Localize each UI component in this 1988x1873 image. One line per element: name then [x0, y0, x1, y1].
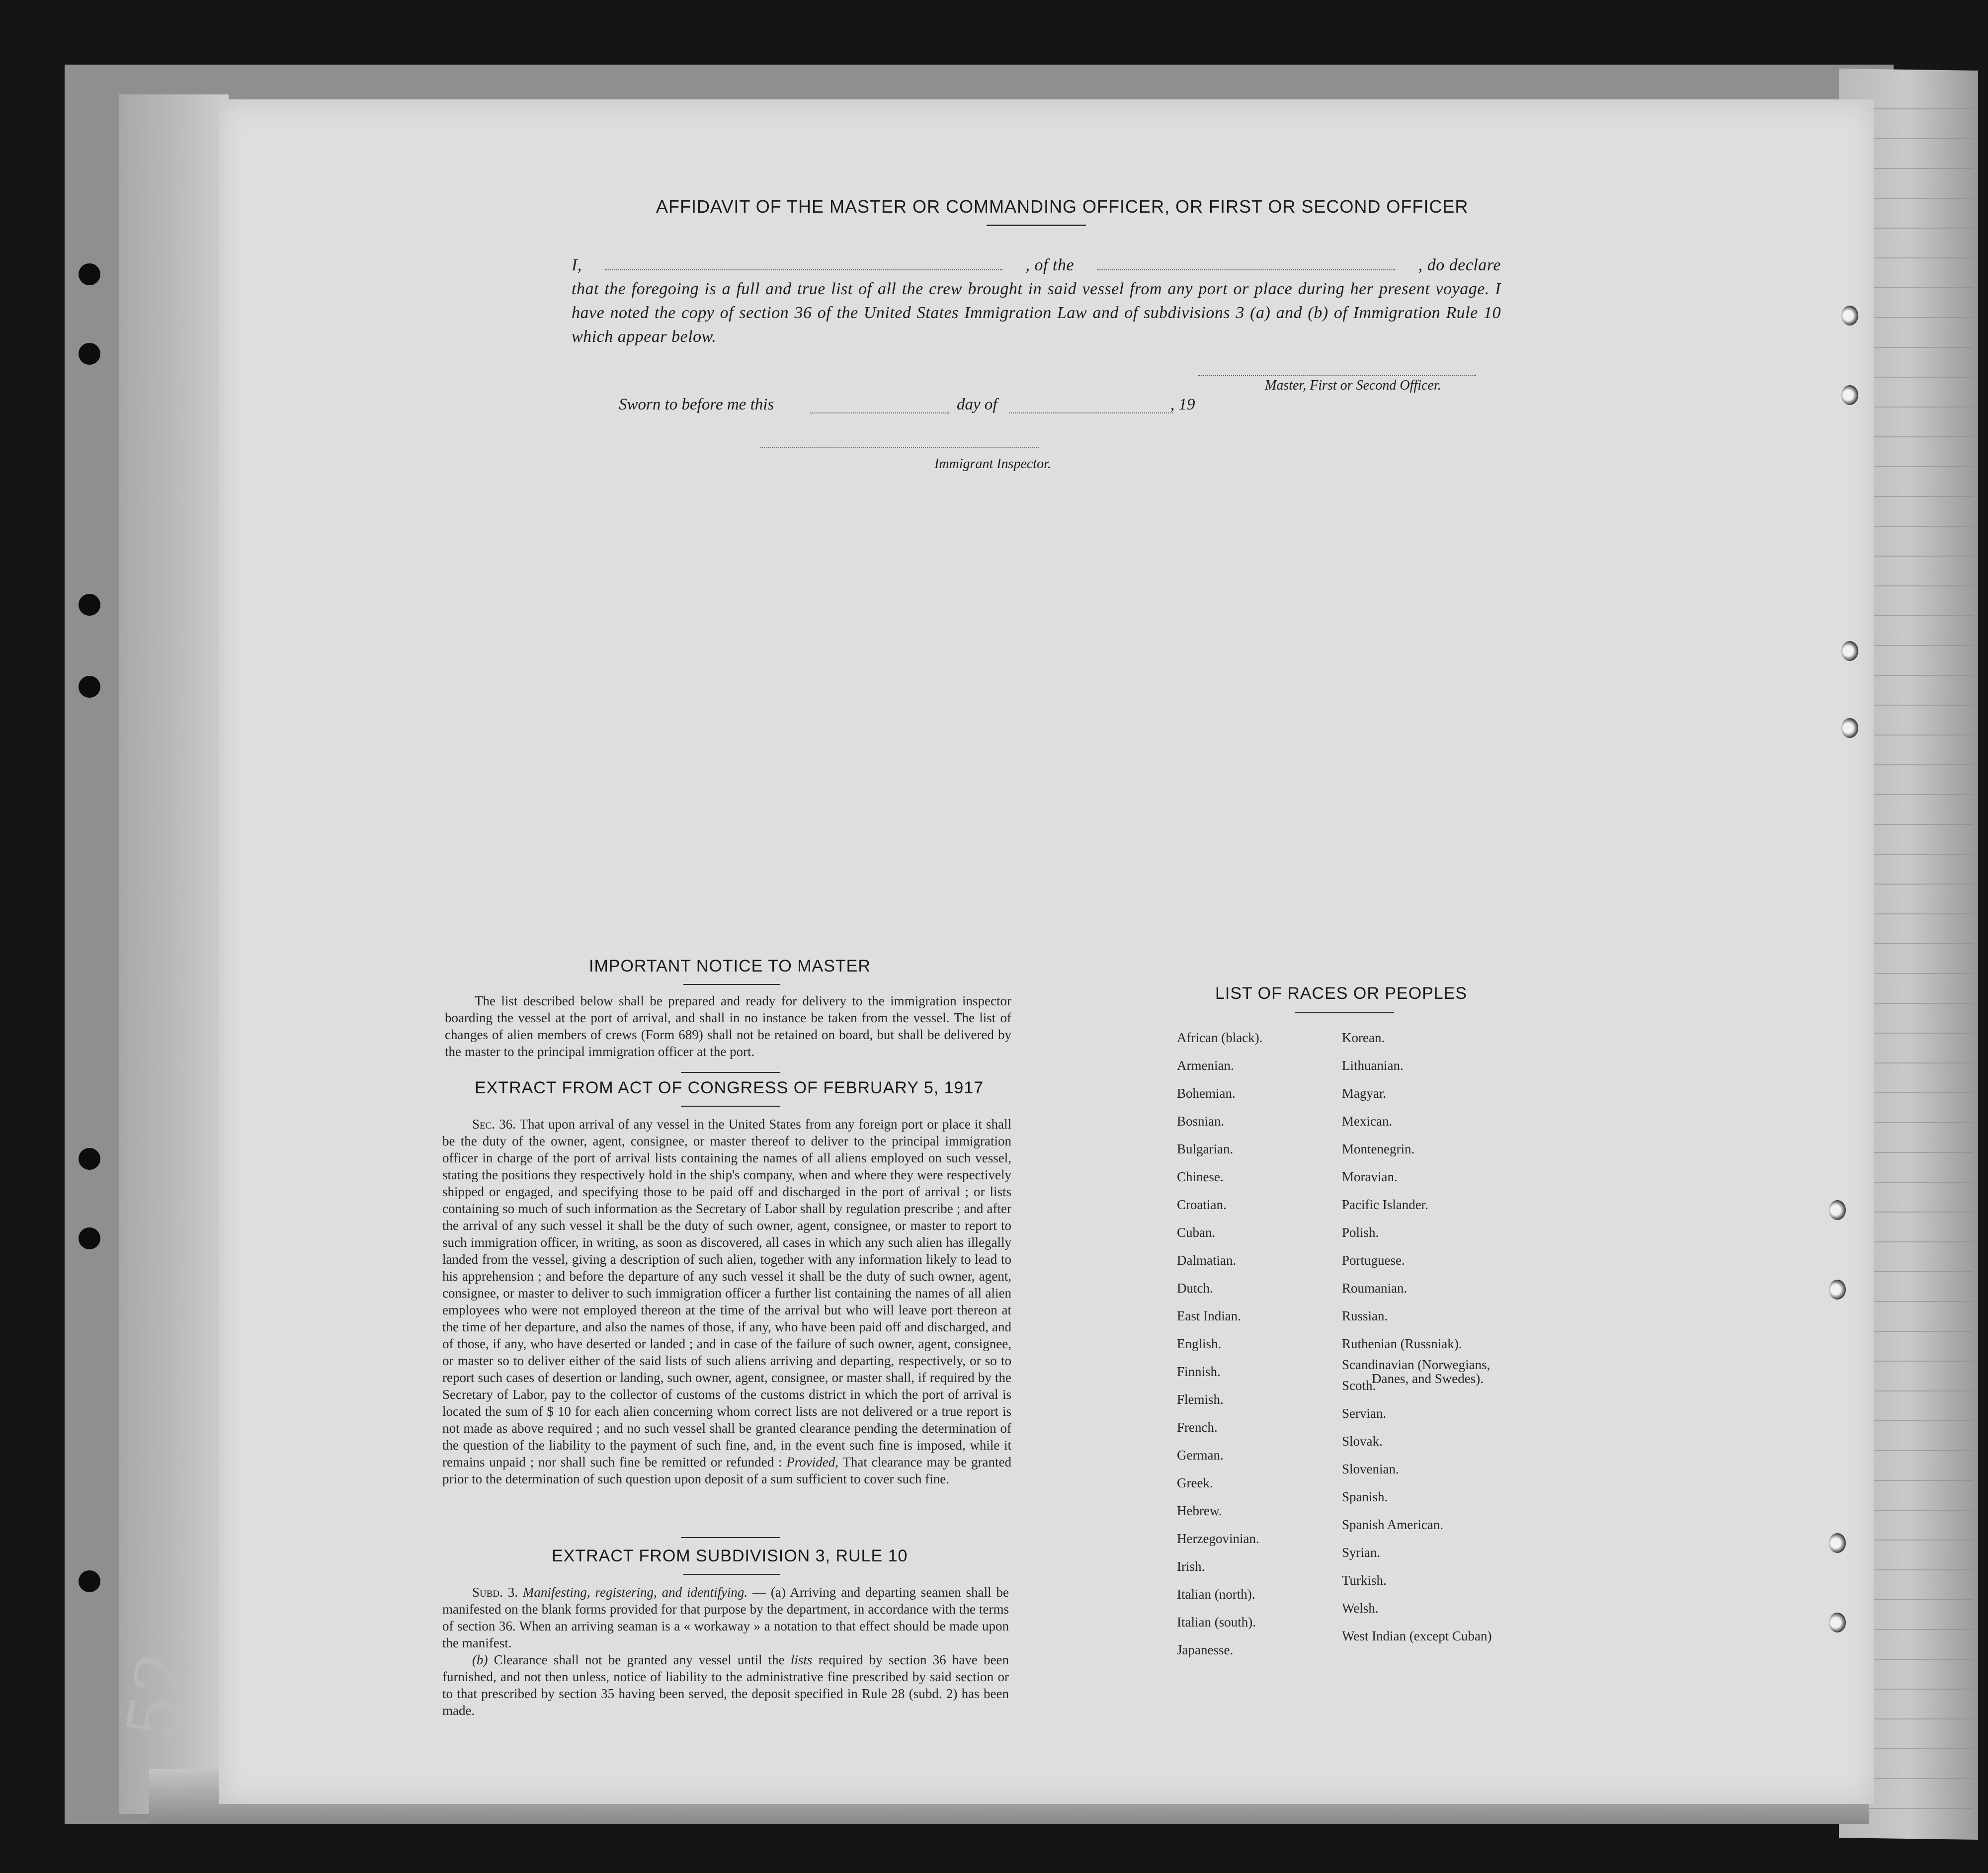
affidavit-of-the: , of the — [1025, 256, 1075, 274]
master-signature-label: Master, First or Second Officer. — [1265, 378, 1441, 393]
day-of-text: day of — [957, 396, 997, 413]
punch-hole — [79, 1227, 100, 1249]
races-rule — [1295, 1012, 1394, 1013]
sworn-text: Sworn to before me this — [619, 396, 774, 413]
act-text-after: That clearance may be granted prior to the determination of such question upon deposit of a sum sufficient to cover such fine. — [442, 1455, 1012, 1486]
race-item: Italian (south). — [1177, 1615, 1256, 1629]
rule-text — [442, 1584, 1009, 1719]
race-item: Flemish. — [1177, 1392, 1224, 1407]
act-heading: EXTRACT FROM ACT OF CONGRESS OF FEBRUARY 5, 1917 — [475, 1078, 984, 1097]
race-item: Armenian. — [1177, 1058, 1234, 1073]
race-item: African (black). — [1177, 1030, 1263, 1045]
heading-rule — [987, 225, 1086, 226]
race-item: Japanesse. — [1177, 1642, 1234, 1657]
race-item: Russian. — [1342, 1308, 1388, 1323]
punch-hole — [1829, 1533, 1846, 1553]
race-item: Pacific Islander. — [1342, 1197, 1428, 1212]
race-item: Bohemian. — [1177, 1086, 1236, 1101]
punch-hole — [1841, 306, 1858, 326]
race-item: Syrian. — [1342, 1545, 1381, 1560]
punch-hole — [79, 1570, 100, 1592]
rule-heading: EXTRACT FROM SUBDIVISION 3, RULE 10 — [552, 1547, 908, 1565]
race-item: Roumanian. — [1342, 1281, 1408, 1296]
punch-hole — [79, 1148, 100, 1170]
race-item: Bosnian. — [1177, 1114, 1225, 1129]
affidavit-i: I, — [572, 256, 582, 274]
vessel-blank[interactable] — [1097, 254, 1395, 270]
rule-b-paragraph — [442, 1651, 1009, 1719]
inspector-label: Immigrant Inspector. — [934, 456, 1051, 472]
act-sec-label: Sec. 36. — [472, 1117, 516, 1132]
form-page — [219, 99, 1874, 1804]
race-item: Spanish. — [1342, 1489, 1388, 1504]
race-item: Croatian. — [1177, 1197, 1227, 1212]
race-item: Polish. — [1342, 1225, 1379, 1240]
race-item: Hebrew. — [1177, 1503, 1222, 1518]
sworn-day-blank[interactable] — [810, 412, 949, 413]
act-rule — [681, 1106, 780, 1107]
race-item: Herzegovinian. — [1177, 1531, 1259, 1546]
rule-rule — [683, 1574, 780, 1575]
race-item: Italian (north). — [1177, 1587, 1255, 1602]
punch-hole — [1841, 718, 1858, 738]
race-item: Chinese. — [1177, 1169, 1224, 1184]
race-item: French. — [1177, 1420, 1218, 1435]
race-item: Bulgarian. — [1177, 1141, 1234, 1156]
master-signature-line[interactable] — [1198, 375, 1476, 376]
act-text — [442, 1116, 1011, 1487]
race-item: Irish. — [1177, 1559, 1205, 1574]
race-item: Korean. — [1342, 1030, 1385, 1045]
race-item: West Indian (except Cuban) — [1342, 1629, 1492, 1643]
affidavit-body-text: that the foregoing is a full and true list of all the crew brought in said vessel from any port or place during her present voyage. I have noted the copy of section 36 of the United States Immigration Law and of subdivisions 3 (a) and (b) of Immigration Rule 10 which appear below. — [572, 280, 1501, 346]
punch-hole — [79, 343, 100, 365]
punch-hole — [79, 676, 100, 698]
act-provided: Provided, — [786, 1455, 839, 1469]
race-item: Magyar. — [1342, 1086, 1387, 1101]
rule-a-paragraph — [442, 1584, 1009, 1651]
race-item: Spanish American. — [1342, 1517, 1443, 1532]
punch-hole — [79, 594, 100, 616]
race-item: Mexican. — [1342, 1114, 1393, 1129]
race-item: Dutch. — [1177, 1281, 1213, 1296]
inspector-signature-line[interactable] — [760, 447, 1039, 448]
notice-rule — [683, 984, 780, 985]
race-item: Finnish. — [1177, 1364, 1221, 1379]
race-item: Scandinavian (Norwegians, — [1342, 1357, 1491, 1372]
rule-b-text-1: Clearance shall not be granted any vessel until the — [494, 1652, 785, 1667]
rule-b-lists: lists — [790, 1652, 813, 1667]
punch-hole — [1829, 1613, 1846, 1632]
year-text: , 19 — [1170, 396, 1195, 413]
rule-subd-title: Manifesting, registering, and identifying. — [522, 1585, 748, 1600]
act-paragraph — [442, 1116, 1011, 1487]
act-bottom-rule — [681, 1537, 780, 1538]
notice-heading: IMPORTANT NOTICE TO MASTER — [589, 957, 871, 976]
race-item: Servian. — [1342, 1406, 1387, 1421]
races-heading: LIST OF RACES OR PEOPLES — [1215, 984, 1468, 1003]
race-item: Turkish. — [1342, 1573, 1387, 1588]
race-item: Welsh. — [1342, 1601, 1379, 1616]
notice-text — [445, 992, 1011, 1060]
rule-b-label: (b) — [472, 1652, 488, 1667]
race-item: Slovenian. — [1342, 1462, 1399, 1476]
race-item: Danes, and Swedes). — [1372, 1371, 1484, 1386]
race-item: Montenegrin. — [1342, 1141, 1415, 1156]
notice-bottom-rule — [681, 1072, 780, 1073]
act-text-before: That upon arrival of any vessel in the United States from any foreign port or place it shall be the duty of the owner, agent, consignee, or master thereof to deliver to the principal immigration officer in charge of the port of arrival lists containing the names of all aliens employed on such vessel, stating the positions they respectively hold in the ship's company, when and where they were respectively shipped or engaged, and specifying those to be paid off and discharged in the port of arrival ; or lists containing so much of such information as the Secretary of Labor shall by regulation prescribe ; and after the arrival of any such vessel it shall be the duty of such owner, agent, consignee, or master to report to such immigration officer, in writing, as soon as discovered, all cases in which any such alien has illegally landed from the vessel, giving a description of such alien, together with any information likely to lead to his apprehension ; and before the departure of any such vessel it shall be the duty of such owner, agent, consignee, or master to deliver to such immigration officer a further list containing the names of all alien employees who were not employed thereon at the time of the arrival but who will leave port thereon at the time of her departure, and also the names of those, if any, who have been paid off and discharged, and of those, if any, who have deserted or landed ; and in case of the failure of such owner, agent, consignee, or master so to deliver either of the said lists of such aliens arriving and departing, respectively, or so to report such cases of desertion or landing, such owner, agent, consignee, or master shall, if required by the Secretary of Labor, pay to the collector of customs of the customs district in which the port of arrival is located the sum of $ 10 for each alien concerning whom correct lists are not delivered or a true report is not made as above required ; and no such vessel shall be granted clearance pending the determination of the question of the liability to the payment of such fine, and, in the event such fine is imposed, while it remains unpaid ; nor shall such fine be remitted or refunded : — [442, 1117, 1012, 1469]
race-item: Cuban. — [1177, 1225, 1216, 1240]
affidavit-heading: AFFIDAVIT OF THE MASTER OR COMMANDING OFFICER, OR FIRST OR SECOND OFFICER — [656, 196, 1469, 217]
races-right-column — [1342, 1024, 1491, 1650]
race-item: East Indian. — [1177, 1308, 1241, 1323]
punch-hole — [79, 263, 100, 285]
affidavit-declaration — [572, 253, 1501, 349]
races-left-column — [1177, 1024, 1262, 1664]
sworn-month-blank[interactable] — [1009, 412, 1173, 413]
race-item: Scoth. — [1342, 1378, 1376, 1393]
rule-a-text: — (a) Arriving and departing seamen shall be manifested on the blank forms provided for that purpose by the department, in accordance with the terms of section 36. When an arriving seaman is a « workaway » a notation to that effect should be made upon the manifest. — [442, 1585, 1009, 1650]
race-item: Dalmatian. — [1177, 1253, 1237, 1268]
race-item: Moravian. — [1342, 1169, 1398, 1184]
margin-handwriting: 52 — [111, 1644, 206, 1746]
race-item: German. — [1177, 1448, 1224, 1463]
notice-paragraph: The list described below shall be prepared and ready for delivery to the immigration inspector boarding the vessel at the port of arrival, and shall in no instance be taken from the vessel. The list of changes of alien members of crews (Form 689) shall not be retained on board, but shall be delivered by the master to the principal immigration officer at the port. — [445, 993, 1011, 1059]
race-item: Portuguese. — [1342, 1253, 1405, 1268]
rule-b-text-2: required by section 36 have been furnished, and not then unless, notice of liability to the administrative fine prescribed by said section or to that prescribed by section 35 having been served, the deposit specified in Rule 28 (subd. 2) has been made. — [442, 1652, 1009, 1718]
race-item: Slovak. — [1342, 1434, 1383, 1449]
race-item: Greek. — [1177, 1475, 1213, 1490]
punch-hole — [1829, 1280, 1846, 1300]
name-blank[interactable] — [605, 254, 1002, 270]
punch-hole — [1841, 385, 1858, 405]
punch-hole — [1841, 641, 1858, 661]
punch-hole — [1829, 1200, 1846, 1220]
affidavit-do-declare: , do declare — [1418, 256, 1501, 274]
race-item: English. — [1177, 1336, 1222, 1351]
race-item: Ruthenian (Russniak). — [1342, 1336, 1462, 1351]
left-page-stack — [119, 94, 229, 1814]
rule-subd-label: Subd. 3. — [472, 1585, 518, 1600]
race-item: Lithuanian. — [1342, 1058, 1404, 1073]
